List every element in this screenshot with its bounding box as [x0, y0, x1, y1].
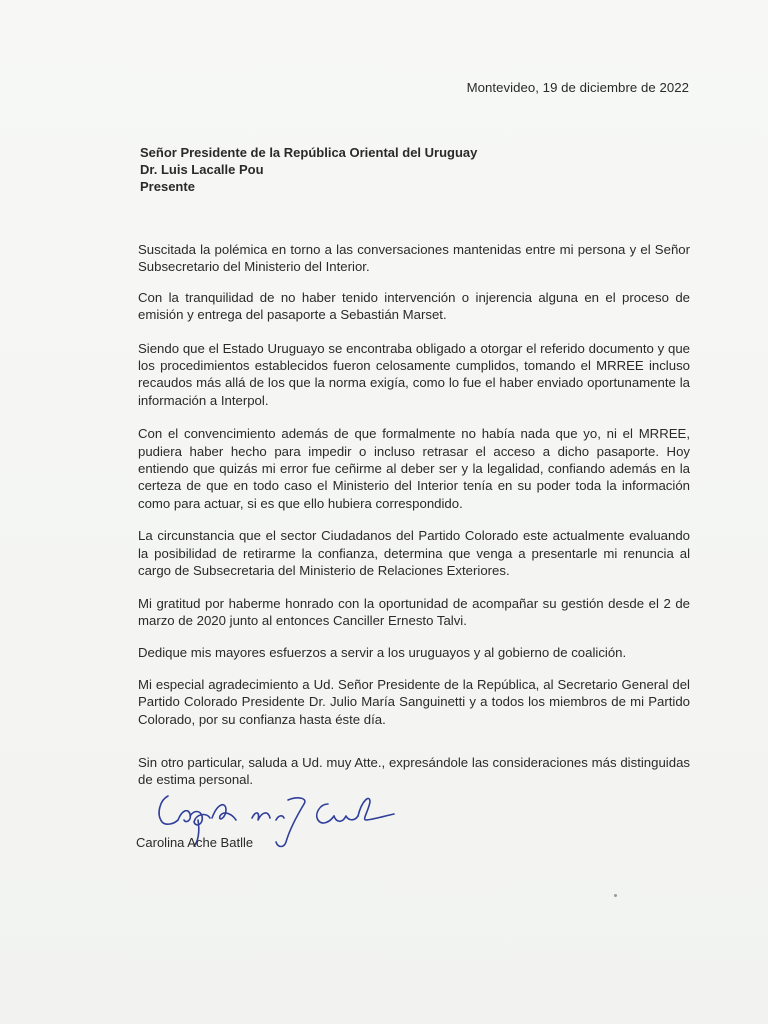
addressee-block [140, 144, 660, 195]
paragraph: Dedique mis mayores esfuerzos a servir a los uruguayos y al gobierno de coalición. [138, 645, 627, 661]
paragraph: Con la tranquilidad de no haber tenido intervención o injerencia alguna en el proceso de emisión y entrega del pasaporte a Sebastián Marset. [138, 289, 690, 323]
addressee-present: Presente [140, 179, 195, 194]
paragraph: La circunstancia que el sector Ciudadanos del Partido Colorado este actualmente evaluando la posibilidad de retirarme la confianza, determina que venga a presentarle mi renuncia al cargo de Subsecretaria del Ministerio de Relaciones Exteriores. [138, 528, 690, 579]
paragraph: Suscitada la polémica en torno a las conversaciones mantenidas entre mi persona y el Señor Subsecretario del Ministerio del Interior. [138, 242, 690, 275]
addressee-name: Dr. Luis Lacalle Pou [140, 162, 264, 177]
paragraph: Mi gratitud por haberme honrado con la oportunidad de acompañar su gestión desde el 2 de marzo de 2020 junto al entonces Canciller Ernesto Talvi. [138, 595, 690, 628]
signer-name: Carolina Ache Batlle [136, 835, 254, 850]
letter-date: Montevideo, 19 de diciembre de 2022 [466, 80, 689, 95]
paragraph: Con el convencimiento además de que formalmente no había nada que yo, ni el MRREE, pudiera haber hecho para impedir o incluso retrasar el acceso a dicho pasaporte. Hoy entiendo que quizás mi error fue ceñirme al deber ser y la legalidad, confiando además en la certeza de que en todo caso el Ministerio del Interior tenía en su poder toda la información como para actuar, si es que ello hubiera correspondido. [138, 426, 690, 511]
letter-body [138, 241, 690, 728]
addressee-title: Señor Presidente de la República Oriental del Uruguay [140, 145, 478, 160]
paragraph: Siendo que el Estado Uruguayo se encontraba obligado a otorgar el referido documento y que los procedimientos establecidos fueron celosamente cumplidos, tomando el MRREE incluso recaudos más allá de los que la norma exigía, como lo fue el haber enviado oportunamente la información a Interpol. [138, 340, 690, 408]
closing-paragraph: Sin otro particular, saluda a Ud. muy Atte., expresándole las consideraciones más distinguidas de estima personal. [138, 755, 690, 788]
paper-speck [614, 894, 617, 897]
paragraph: Mi especial agradecimiento a Ud. Señor Presidente de la República, al Secretario General del Partido Colorado Presidente Dr. Julio María Sanguinetti y a todos los miembros de mi Partido Colorado, por su confianza hasta éste día. [138, 676, 690, 727]
